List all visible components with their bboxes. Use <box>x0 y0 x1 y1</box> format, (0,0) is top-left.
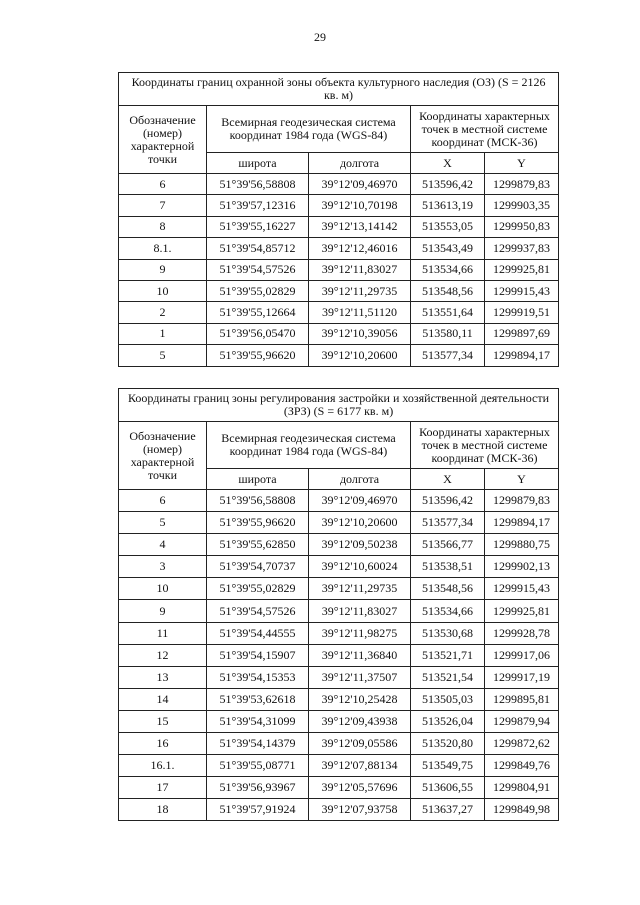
longitude-cell: 39°12'12,46016 <box>309 238 411 259</box>
point-number-cell: 10 <box>119 280 207 301</box>
latitude-cell: 51°39'54,57526 <box>207 600 309 622</box>
x-cell: 513530,68 <box>411 622 485 644</box>
longitude-cell: 39°12'09,46970 <box>309 174 411 195</box>
x-cell: 513521,54 <box>411 666 485 688</box>
table-title: Координаты границ охранной зоны объекта культурного наследия (ОЗ) (S = 2126 кв. м) <box>119 73 559 106</box>
latitude-cell: 51°39'55,02829 <box>207 578 309 600</box>
y-cell: 1299915,43 <box>485 578 559 600</box>
wgs-header: Всемирная геодезическая система координат 1984 года (WGS-84) <box>207 106 411 153</box>
point-number-cell: 15 <box>119 710 207 732</box>
x-cell: 513505,03 <box>411 688 485 710</box>
x-header: X <box>411 469 485 490</box>
y-cell: 1299917,19 <box>485 666 559 688</box>
y-cell: 1299804,91 <box>485 777 559 799</box>
table-row <box>119 534 559 556</box>
point-header: Обозначение (номер) характерной точки <box>119 106 207 174</box>
y-cell: 1299950,83 <box>485 216 559 237</box>
table-row <box>119 238 559 259</box>
y-cell: 1299872,62 <box>485 733 559 755</box>
latitude-cell: 51°39'54,15907 <box>207 644 309 666</box>
y-cell: 1299903,35 <box>485 195 559 216</box>
page-number: 29 <box>314 30 326 44</box>
longitude-cell: 39°12'10,60024 <box>309 556 411 578</box>
longitude-cell: 39°12'11,83027 <box>309 600 411 622</box>
point-number-cell: 8.1. <box>119 238 207 259</box>
x-cell: 513548,56 <box>411 578 485 600</box>
longitude-cell: 39°12'10,20600 <box>309 512 411 534</box>
table-row <box>119 280 559 301</box>
y-cell: 1299880,75 <box>485 534 559 556</box>
x-cell: 513538,51 <box>411 556 485 578</box>
table-row <box>119 195 559 216</box>
latitude-cell: 51°39'55,62850 <box>207 534 309 556</box>
table-row <box>119 710 559 732</box>
y-cell: 1299849,98 <box>485 799 559 821</box>
point-number-cell: 7 <box>119 195 207 216</box>
y-cell: 1299919,51 <box>485 302 559 323</box>
x-cell: 513549,75 <box>411 755 485 777</box>
point-number-cell: 2 <box>119 302 207 323</box>
table-row <box>119 323 559 344</box>
latitude-cell: 51°39'54,14379 <box>207 733 309 755</box>
longitude-cell: 39°12'10,70198 <box>309 195 411 216</box>
y-cell: 1299928,78 <box>485 622 559 644</box>
x-cell: 513534,66 <box>411 259 485 280</box>
x-cell: 513551,64 <box>411 302 485 323</box>
wgs-header: Всемирная геодезическая система координат 1984 года (WGS-84) <box>207 422 411 469</box>
point-number-cell: 17 <box>119 777 207 799</box>
y-cell: 1299894,17 <box>485 345 559 366</box>
x-header: X <box>411 153 485 174</box>
point-header: Обозначение (номер) характерной точки <box>119 422 207 490</box>
longitude-cell: 39°12'09,43938 <box>309 710 411 732</box>
point-number-cell: 3 <box>119 556 207 578</box>
y-header: Y <box>485 153 559 174</box>
longitude-cell: 39°12'10,39056 <box>309 323 411 344</box>
table-row <box>119 345 559 366</box>
x-cell: 513521,71 <box>411 644 485 666</box>
table-row <box>119 578 559 600</box>
longitude-header: долгота <box>309 153 411 174</box>
regulation-zone-table <box>118 388 559 821</box>
point-number-cell: 10 <box>119 578 207 600</box>
table-row <box>119 644 559 666</box>
longitude-cell: 39°12'13,14142 <box>309 216 411 237</box>
latitude-cell: 51°39'54,44555 <box>207 622 309 644</box>
longitude-cell: 39°12'11,98275 <box>309 622 411 644</box>
y-cell: 1299879,94 <box>485 710 559 732</box>
y-header: Y <box>485 469 559 490</box>
y-cell: 1299937,83 <box>485 238 559 259</box>
latitude-cell: 51°39'53,62618 <box>207 688 309 710</box>
longitude-cell: 39°12'11,51120 <box>309 302 411 323</box>
latitude-cell: 51°39'54,85712 <box>207 238 309 259</box>
longitude-cell: 39°12'05,57696 <box>309 777 411 799</box>
longitude-cell: 39°12'09,05586 <box>309 733 411 755</box>
y-cell: 1299902,13 <box>485 556 559 578</box>
y-cell: 1299894,17 <box>485 512 559 534</box>
point-number-cell: 5 <box>119 512 207 534</box>
table-row <box>119 666 559 688</box>
latitude-cell: 51°39'55,02829 <box>207 280 309 301</box>
latitude-cell: 51°39'57,91924 <box>207 799 309 821</box>
latitude-cell: 51°39'54,31099 <box>207 710 309 732</box>
x-cell: 513520,80 <box>411 733 485 755</box>
longitude-cell: 39°12'11,37507 <box>309 666 411 688</box>
x-cell: 513526,04 <box>411 710 485 732</box>
table-row <box>119 755 559 777</box>
longitude-cell: 39°12'10,25428 <box>309 688 411 710</box>
longitude-cell: 39°12'11,83027 <box>309 259 411 280</box>
point-number-cell: 13 <box>119 666 207 688</box>
x-cell: 513606,55 <box>411 777 485 799</box>
y-cell: 1299917,06 <box>485 644 559 666</box>
table-row <box>119 174 559 195</box>
table-row <box>119 777 559 799</box>
table-row <box>119 259 559 280</box>
point-number-cell: 4 <box>119 534 207 556</box>
y-cell: 1299925,81 <box>485 259 559 280</box>
latitude-cell: 51°39'56,58808 <box>207 490 309 512</box>
table-row <box>119 490 559 512</box>
table-row <box>119 799 559 821</box>
longitude-cell: 39°12'09,50238 <box>309 534 411 556</box>
y-cell: 1299897,69 <box>485 323 559 344</box>
latitude-cell: 51°39'54,15353 <box>207 666 309 688</box>
x-cell: 513580,11 <box>411 323 485 344</box>
x-cell: 513577,34 <box>411 345 485 366</box>
table-title: Координаты границ зоны регулирования застройки и хозяйственной деятельности (ЗРЗ) (S = 6177 кв. м) <box>119 389 559 422</box>
point-number-cell: 11 <box>119 622 207 644</box>
protection-zone-table <box>118 72 559 367</box>
point-number-cell: 9 <box>119 600 207 622</box>
table-row <box>119 216 559 237</box>
longitude-cell: 39°12'09,46970 <box>309 490 411 512</box>
x-cell: 513548,56 <box>411 280 485 301</box>
point-number-cell: 9 <box>119 259 207 280</box>
table-row <box>119 733 559 755</box>
longitude-header: долгота <box>309 469 411 490</box>
longitude-cell: 39°12'11,36840 <box>309 644 411 666</box>
longitude-cell: 39°12'07,88134 <box>309 755 411 777</box>
latitude-cell: 51°39'55,08771 <box>207 755 309 777</box>
x-cell: 513596,42 <box>411 490 485 512</box>
latitude-cell: 51°39'55,96620 <box>207 512 309 534</box>
x-cell: 513534,66 <box>411 600 485 622</box>
point-number-cell: 12 <box>119 644 207 666</box>
local-system-header: Координаты характерных точек в местной системе координат (МСК-36) <box>411 422 559 469</box>
y-cell: 1299895,81 <box>485 688 559 710</box>
point-number-cell: 6 <box>119 174 207 195</box>
latitude-cell: 51°39'55,12664 <box>207 302 309 323</box>
y-cell: 1299925,81 <box>485 600 559 622</box>
latitude-cell: 51°39'56,93967 <box>207 777 309 799</box>
latitude-cell: 51°39'56,58808 <box>207 174 309 195</box>
table-row <box>119 600 559 622</box>
x-cell: 513596,42 <box>411 174 485 195</box>
latitude-cell: 51°39'54,57526 <box>207 259 309 280</box>
point-number-cell: 16 <box>119 733 207 755</box>
point-number-cell: 1 <box>119 323 207 344</box>
x-cell: 513613,19 <box>411 195 485 216</box>
x-cell: 513543,49 <box>411 238 485 259</box>
point-number-cell: 5 <box>119 345 207 366</box>
table-row <box>119 688 559 710</box>
y-cell: 1299879,83 <box>485 174 559 195</box>
point-number-cell: 16.1. <box>119 755 207 777</box>
y-cell: 1299849,76 <box>485 755 559 777</box>
latitude-cell: 51°39'56,05470 <box>207 323 309 344</box>
local-system-header: Координаты характерных точек в местной системе координат (МСК-36) <box>411 106 559 153</box>
latitude-header: широта <box>207 153 309 174</box>
point-number-cell: 14 <box>119 688 207 710</box>
point-number-cell: 6 <box>119 490 207 512</box>
table-row <box>119 622 559 644</box>
y-cell: 1299879,83 <box>485 490 559 512</box>
table-row <box>119 302 559 323</box>
latitude-header: широта <box>207 469 309 490</box>
latitude-cell: 51°39'54,70737 <box>207 556 309 578</box>
latitude-cell: 51°39'55,96620 <box>207 345 309 366</box>
longitude-cell: 39°12'10,20600 <box>309 345 411 366</box>
point-number-cell: 8 <box>119 216 207 237</box>
longitude-cell: 39°12'11,29735 <box>309 280 411 301</box>
longitude-cell: 39°12'11,29735 <box>309 578 411 600</box>
x-cell: 513553,05 <box>411 216 485 237</box>
x-cell: 513577,34 <box>411 512 485 534</box>
y-cell: 1299915,43 <box>485 280 559 301</box>
table-row <box>119 512 559 534</box>
table-row <box>119 556 559 578</box>
latitude-cell: 51°39'57,12316 <box>207 195 309 216</box>
point-number-cell: 18 <box>119 799 207 821</box>
longitude-cell: 39°12'07,93758 <box>309 799 411 821</box>
latitude-cell: 51°39'55,16227 <box>207 216 309 237</box>
x-cell: 513637,27 <box>411 799 485 821</box>
x-cell: 513566,77 <box>411 534 485 556</box>
